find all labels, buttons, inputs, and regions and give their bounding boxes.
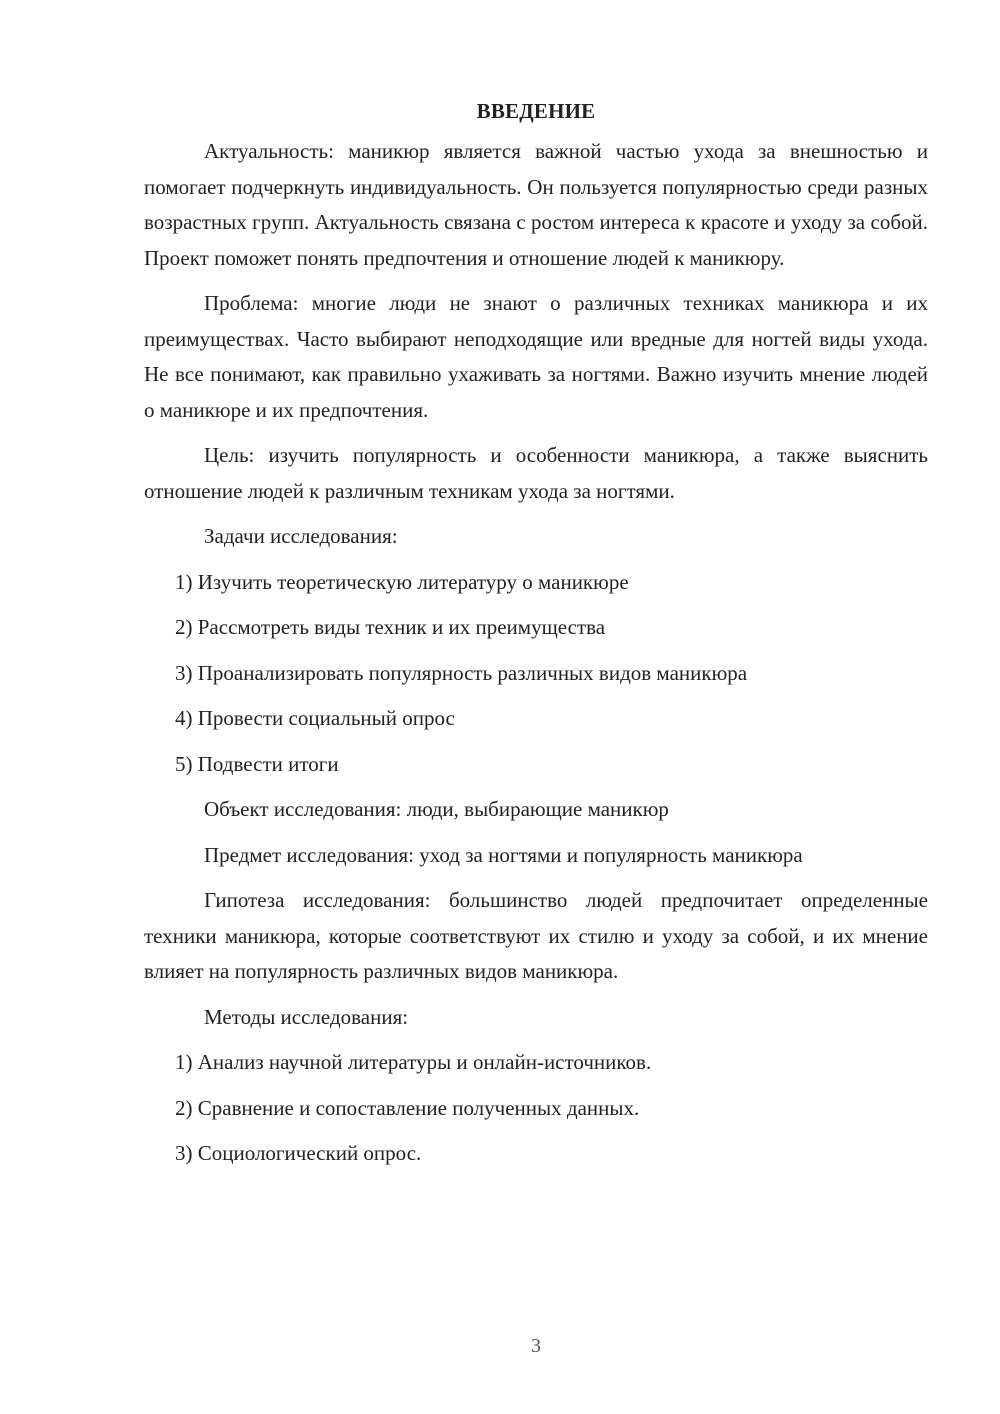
methods-heading: Методы исследования: [204, 1004, 409, 1029]
tasks-list [144, 565, 928, 783]
relevance-paragraph: Актуальность: маникюр является важной частью ухода за внешностью и помогает подчеркнуть индивидуальность. Он пользуется популярностью среди разных возрастных групп. Актуальность связана с ростом интереса к красоте и уходу за собой. Проект поможет понять предпочтения и отношение людей к маникюру. [144, 139, 928, 270]
list-item: 3) Проанализировать популярность различных видов маникюра [175, 660, 748, 685]
page-number: 3 [531, 1335, 541, 1357]
list-item: 4) Провести социальный опрос [175, 706, 455, 730]
list-item: 2) Рассмотреть виды техник и их преимущества [175, 615, 606, 639]
list-item: 1) Изучить теоретическую литературу о маникюре [175, 569, 629, 594]
tasks-heading: Задачи исследования: [204, 524, 398, 548]
object-line: Объект исследования: люди, выбирающие маникюр [204, 797, 669, 821]
subject-line: Предмет исследования: уход за ногтями и популярность маникюра [204, 842, 803, 867]
section-title: ВВЕДЕНИЕ [476, 99, 596, 123]
hypothesis-paragraph: Гипотеза исследования: большинство людей предпочитает определенные техники маникюра, которые соответствуют их стилю и уходу за собой, и их мнение влияет на популярность различных видов маникюра. [144, 888, 928, 983]
page-content [144, 98, 928, 1182]
problem-paragraph: Проблема: многие люди не знают о различных техниках маникюра и их преимуществах. Часто выбирают неподходящие или вредные для ногтей виды ухода. Не все понимают, как правильно ухаживать за ногтями. Важно изучить мнение людей о маникюре и их предпочтения. [144, 291, 928, 422]
methods-list [144, 1045, 928, 1172]
list-item: 2) Сравнение и сопоставление полученных данных. [175, 1095, 640, 1120]
list-item: 1) Анализ научной литературы и онлайн-источников. [175, 1050, 652, 1074]
page-footer [0, 1334, 1000, 1358]
list-item: 3) Социологический опрос. [175, 1141, 422, 1165]
list-item: 5) Подвести итоги [175, 751, 339, 776]
goal-paragraph: Цель: изучить популярность и особенности маникюра, а также выяснить отношение людей к различным техникам ухода за ногтями. [144, 443, 928, 503]
